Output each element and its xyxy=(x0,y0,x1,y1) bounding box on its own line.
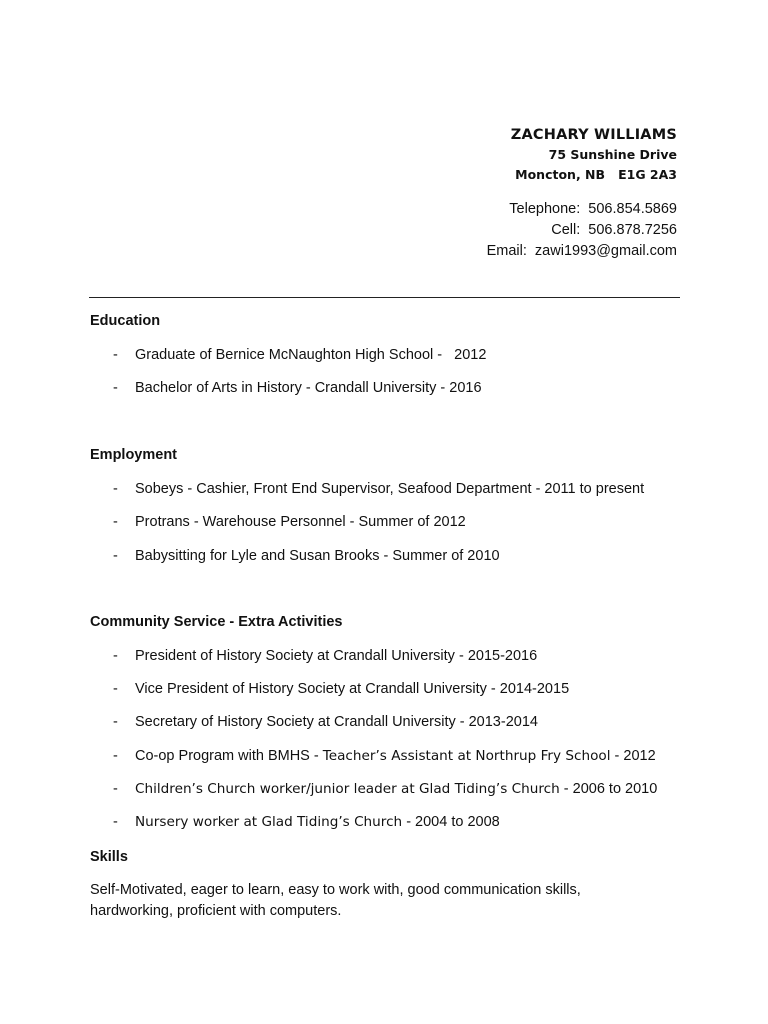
nursery-years: - 2004 to 2008 xyxy=(402,814,500,830)
list-item xyxy=(113,379,482,397)
community-item-text: Secretary of History Society at Crandall University - 2013-2014 xyxy=(135,714,538,730)
list-item xyxy=(113,780,657,798)
childrens-church-role: Children’s Church worker/junior leader at Glad Tiding’s Church xyxy=(135,781,560,797)
employment-item-text: Protrans - Warehouse Personnel - Summer of 2012 xyxy=(135,514,466,530)
coop-year: - 2012 xyxy=(610,748,656,764)
employment-item-text: Sobeys - Cashier, Front End Supervisor, Seafood Department - 2011 to present xyxy=(135,481,645,497)
list-item xyxy=(113,647,537,665)
email: Email: zawi1993@gmail.com xyxy=(486,243,677,259)
bullet-dash: - xyxy=(113,781,118,797)
telephone: Telephone: 506.854.5869 xyxy=(509,201,677,217)
education-item-text: Graduate of Bernice McNaughton High School - 2012 xyxy=(135,347,487,363)
skills-text: Self-Motivated, eager to learn, easy to work with, good communication skills, hardworking, proficient with computers. xyxy=(90,882,581,919)
list-item xyxy=(113,813,500,831)
list-item xyxy=(113,713,538,731)
bullet-dash: - xyxy=(113,814,118,830)
community-item-text: President of History Society at Crandall University - 2015-2016 xyxy=(135,648,538,664)
bullet-dash: - xyxy=(113,681,118,697)
list-item xyxy=(113,513,466,531)
contact-info xyxy=(487,199,677,262)
nursery-role: Nursery worker at Glad Tiding’s Church xyxy=(135,814,403,830)
bullet-dash: - xyxy=(113,648,118,664)
list-item xyxy=(113,680,569,698)
bullet-dash: - xyxy=(113,481,118,497)
coop-prefix: Co-op Program with BMHS - xyxy=(135,748,323,764)
bullet-dash: - xyxy=(113,514,118,530)
bullet-dash: - xyxy=(113,347,118,363)
employment-heading: Employment xyxy=(90,447,178,463)
bullet-dash: - xyxy=(113,748,118,764)
list-item xyxy=(113,547,500,565)
address-street: 75 Sunshine Drive xyxy=(548,147,677,162)
bullet-dash: - xyxy=(113,380,118,396)
skills-heading: Skills xyxy=(90,849,128,865)
bullet-dash: - xyxy=(113,714,118,730)
cell-phone: Cell: 506.878.7256 xyxy=(551,222,677,238)
header-divider xyxy=(89,297,680,298)
list-item xyxy=(113,480,644,498)
applicant-name: ZACHARY WILLIAMS xyxy=(510,127,677,143)
employment-item-text: Babysitting for Lyle and Susan Brooks - Summer of 2010 xyxy=(135,548,500,564)
coop-role: Teacher’s Assistant at Northrup Fry School xyxy=(322,748,611,764)
bullet-dash: - xyxy=(113,548,118,564)
childrens-church-years: - 2006 to 2010 xyxy=(559,781,658,797)
education-heading: Education xyxy=(90,313,161,329)
address-city: Moncton, NB E1G 2A3 xyxy=(515,167,677,182)
resume-header xyxy=(511,125,677,185)
education-item-text: Bachelor of Arts in History - Crandall University - 2016 xyxy=(135,380,482,396)
community-item-text: Vice President of History Society at Crandall University - 2014-2015 xyxy=(135,681,570,697)
list-item xyxy=(113,747,656,765)
list-item xyxy=(113,346,486,364)
community-heading: Community Service - Extra Activities xyxy=(90,614,343,630)
